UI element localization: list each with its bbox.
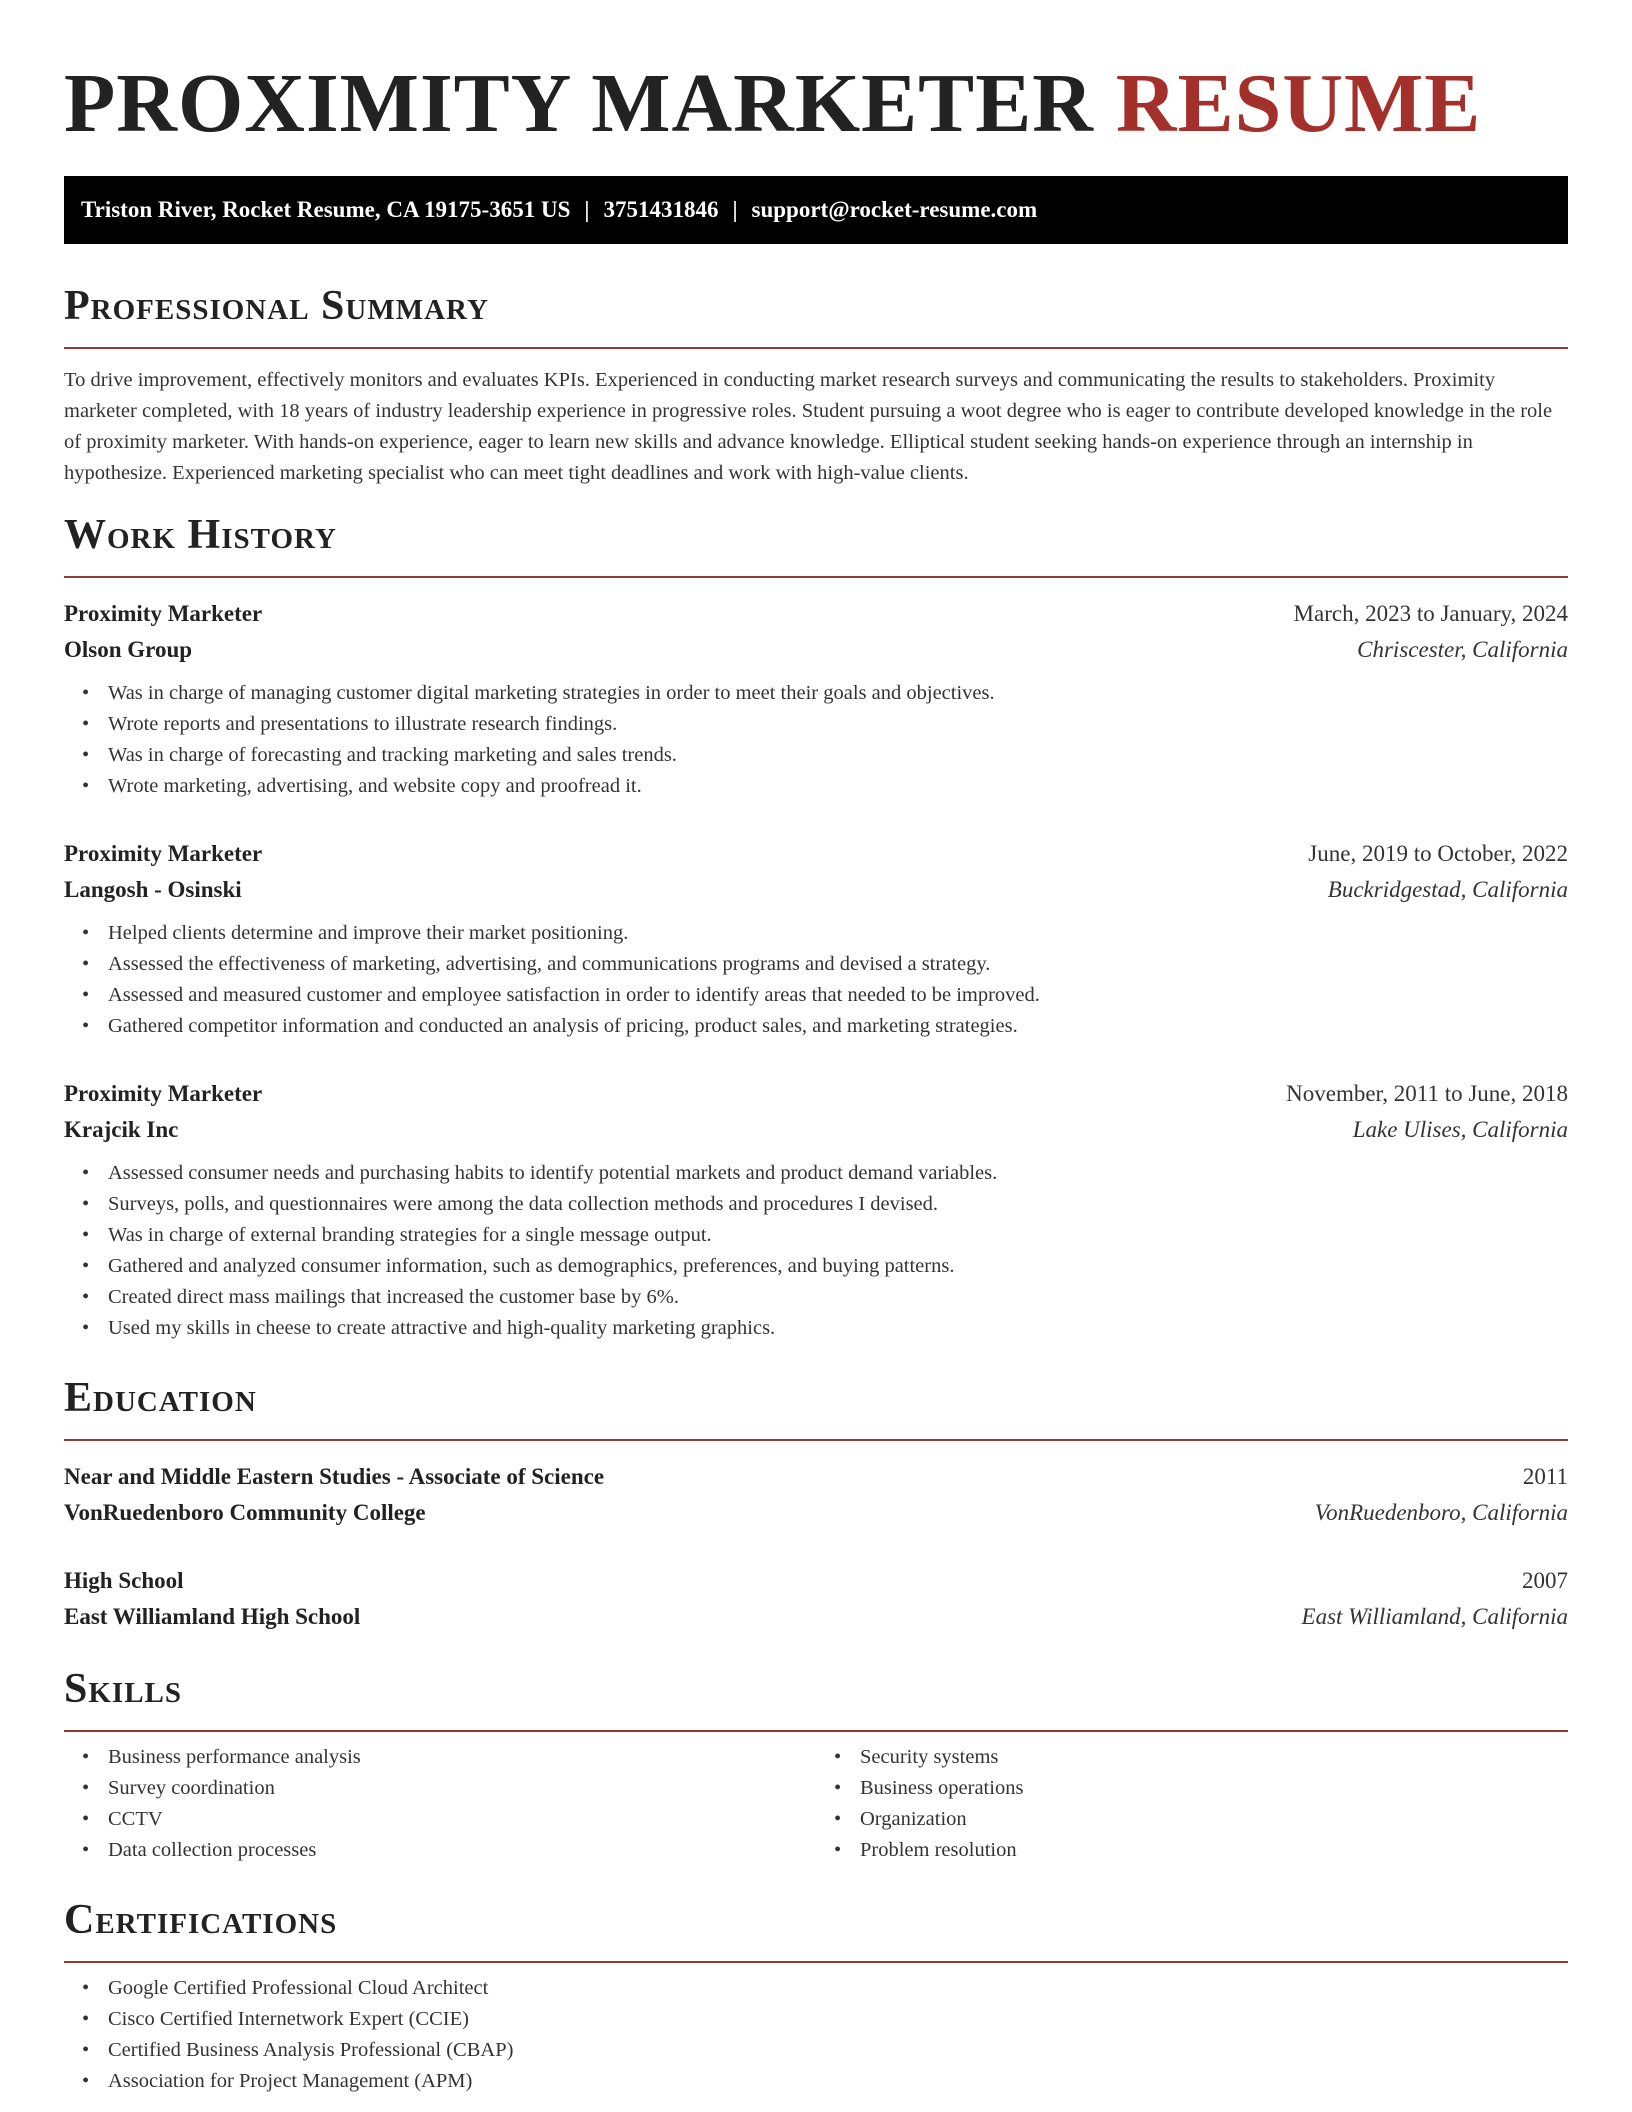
list-item: • Association for Project Management (APM)	[108, 2066, 1568, 2097]
contact-phone: 3751431846	[603, 197, 719, 222]
job-entry	[64, 1076, 1568, 1344]
list-item: • Cisco Certified Internetwork Expert (CCIE)	[108, 2004, 1568, 2035]
contact-email: support@rocket-resume.com	[751, 197, 1038, 222]
list-item: • Data collection processes	[108, 1835, 816, 1866]
list-item: • Assessed and measured customer and employee satisfaction in order to identify areas that needed to be improved.	[108, 980, 1568, 1011]
title-accent: RESUME	[1115, 57, 1482, 150]
work-history-section	[64, 511, 1568, 1344]
education-school: East Williamland High School	[64, 1604, 361, 1629]
certifications-list	[64, 1973, 1568, 2097]
job-bullets	[64, 678, 1568, 802]
contact-address: Triston River, Rocket Resume, CA 19175-3651 US	[81, 197, 571, 222]
contact-bar	[64, 176, 1568, 244]
list-item: • Was in charge of external branding strategies for a single message output.	[108, 1220, 1568, 1251]
summary-text: To drive improvement, effectively monitors and evaluates KPIs. Experienced in conducting market research surveys and communicating the results to stakeholders. Proximity marketer completed, with 18 years of industry leadership experience in progressive roles. Student pursuing a woot degree who is eager to contribute developed knowledge in the role of proximity marketer. With hands-on experience, eager to learn new skills and advance knowledge. Elliptical student seeking hands-on experience through an internship in hypothesize. Experienced marketing specialist who can meet tight deadlines and work with high-value clients.	[64, 369, 1553, 484]
skills-list-left	[64, 1742, 816, 1866]
job-location: Buckridgestad, California	[1327, 877, 1568, 902]
job-title: Proximity Marketer	[64, 601, 263, 626]
list-item: • Google Certified Professional Cloud Architect	[108, 1973, 1568, 2004]
list-item: • Organization	[860, 1804, 1568, 1835]
list-item: • Security systems	[860, 1742, 1568, 1773]
section-heading-work-history: Work History	[64, 512, 337, 558]
education-year: 2007	[1522, 1568, 1568, 1593]
job-company: Krajcik Inc	[64, 1117, 179, 1142]
education-degree: High School	[64, 1568, 184, 1593]
resume-title	[64, 0, 1568, 176]
certifications-section	[64, 1896, 1568, 2097]
list-item: • Certified Business Analysis Professional (CBAP)	[108, 2035, 1568, 2066]
list-item: • Gathered and analyzed consumer information, such as demographics, preferences, and buying patterns.	[108, 1251, 1568, 1282]
skills-list-right	[816, 1742, 1568, 1866]
list-item: • Business operations	[860, 1773, 1568, 1804]
job-title: Proximity Marketer	[64, 841, 263, 866]
education-school: VonRuedenboro Community College	[64, 1500, 426, 1525]
section-heading-summary: Professional Summary	[64, 283, 489, 329]
list-item: • Helped clients determine and improve their market positioning.	[108, 918, 1568, 949]
contact-separator: |	[732, 197, 738, 222]
education-degree: Near and Middle Eastern Studies - Associate of Science	[64, 1464, 605, 1489]
list-item: • Wrote marketing, advertising, and website copy and proofread it.	[108, 771, 1568, 802]
job-dates: March, 2023 to January, 2024	[1293, 601, 1568, 626]
education-year: 2011	[1522, 1464, 1568, 1489]
list-item: • Business performance analysis	[108, 1742, 816, 1773]
skills-columns	[64, 1742, 1568, 1866]
list-item: • Gathered competitor information and conducted an analysis of pricing, product sales, and marketing strategies.	[108, 1011, 1568, 1042]
education-location: East Williamland, California	[1301, 1604, 1568, 1629]
job-company: Langosh - Osinski	[64, 877, 242, 902]
job-title: Proximity Marketer	[64, 1081, 263, 1106]
job-location: Lake Ulises, California	[1352, 1117, 1568, 1142]
section-divider	[64, 576, 1568, 578]
education-entry	[64, 1459, 1568, 1531]
section-divider	[64, 347, 1568, 349]
skills-section	[64, 1665, 1568, 1866]
job-entry	[64, 836, 1568, 1042]
job-dates: November, 2011 to June, 2018	[1286, 1081, 1568, 1106]
section-heading-certifications: Certifications	[64, 1897, 338, 1943]
job-entry	[64, 596, 1568, 802]
list-item: • CCTV	[108, 1804, 816, 1835]
section-heading-education: Education	[64, 1375, 257, 1421]
list-item: • Problem resolution	[860, 1835, 1568, 1866]
list-item: • Was in charge of managing customer digital marketing strategies in order to meet their goals and objectives.	[108, 678, 1568, 709]
education-location: VonRuedenboro, California	[1314, 1500, 1568, 1525]
section-heading-skills: Skills	[64, 1666, 183, 1712]
education-section	[64, 1374, 1568, 1635]
job-bullets	[64, 918, 1568, 1042]
list-item: • Wrote reports and presentations to illustrate research findings.	[108, 709, 1568, 740]
section-divider	[64, 1730, 1568, 1732]
list-item: • Was in charge of forecasting and tracking marketing and sales trends.	[108, 740, 1568, 771]
list-item: • Used my skills in cheese to create attractive and high-quality marketing graphics.	[108, 1313, 1568, 1344]
list-item: • Assessed the effectiveness of marketing, advertising, and communications programs and devised a strategy.	[108, 949, 1568, 980]
contact-separator: |	[584, 197, 590, 222]
title-main: PROXIMITY MARKETER	[64, 57, 1094, 150]
list-item: • Surveys, polls, and questionnaires were among the data collection methods and procedures I devised.	[108, 1189, 1568, 1220]
job-company: Olson Group	[64, 637, 193, 662]
job-bullets	[64, 1158, 1568, 1344]
section-divider	[64, 1961, 1568, 1963]
job-location: Chriscester, California	[1357, 637, 1568, 662]
list-item: • Assessed consumer needs and purchasing habits to identify potential markets and product demand variables.	[108, 1158, 1568, 1189]
list-item: • Survey coordination	[108, 1773, 816, 1804]
section-divider	[64, 1439, 1568, 1441]
list-item: • Created direct mass mailings that increased the customer base by 6%.	[108, 1282, 1568, 1313]
summary-section	[64, 282, 1568, 489]
job-dates: June, 2019 to October, 2022	[1308, 841, 1568, 866]
education-entry	[64, 1563, 1568, 1635]
